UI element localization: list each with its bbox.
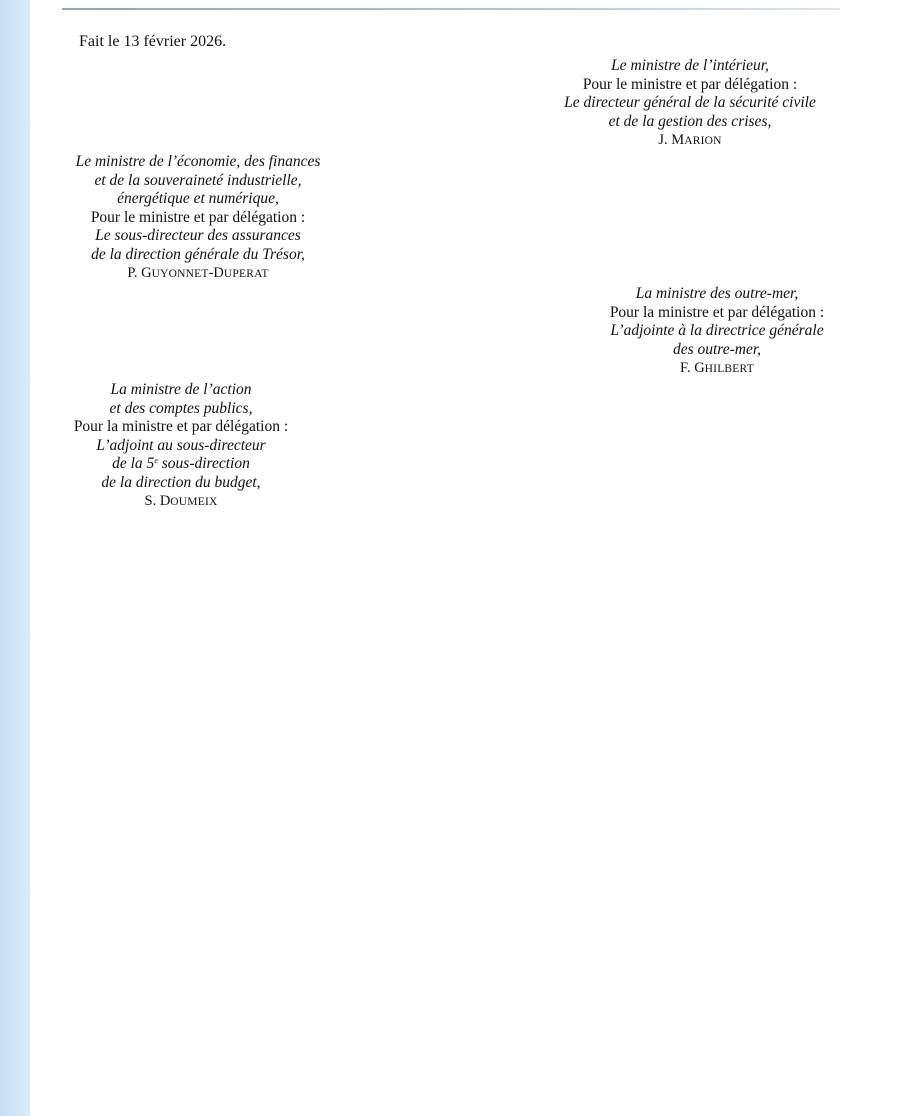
- role-text-part: sous-direction: [157, 455, 250, 472]
- signatory-name: [567, 359, 867, 379]
- signatory-name-smallcaps: UYONNET: [151, 268, 209, 280]
- signatory-role-continued: de la direction du budget,: [101, 473, 261, 491]
- signatory-name-smallcaps: HILBERT: [704, 363, 754, 375]
- signature-title: Le ministre de l’intérieur,: [611, 57, 769, 74]
- signatory-name-initial: F. G: [680, 360, 705, 376]
- signature-block-public-action: [31, 381, 331, 512]
- signature-delegation: Pour le ministre et par délégation :: [90, 208, 306, 226]
- signatory-role-continued: et de la gestion des crises,: [608, 112, 772, 130]
- signature-title-continued: et de la souveraineté industrielle,: [94, 171, 302, 189]
- signatory-name-smallcaps: ARION: [684, 135, 722, 147]
- signatory-name-initial: S. D: [144, 493, 171, 509]
- signatory-name-smallcaps: UPERAT: [223, 268, 269, 280]
- signature-delegation: Pour la ministre et par délégation :: [609, 303, 825, 321]
- signatory-name: [31, 492, 331, 512]
- signature-block-overseas: [567, 285, 867, 379]
- signatory-name-dash: -D: [208, 265, 224, 281]
- signatory-role-continued: de la direction générale du Trésor,: [91, 245, 305, 263]
- signatory-role-continued: des outre-mer,: [672, 340, 762, 358]
- header-rule: [62, 8, 840, 10]
- signature-block-interior: [540, 57, 840, 151]
- signature-delegation: Pour la ministre et par délégation :: [73, 418, 289, 435]
- viewer-side-strip: [0, 0, 30, 1116]
- signature-title-continued: et des comptes publics,: [109, 399, 253, 417]
- role-text-part: de la 5: [112, 455, 155, 472]
- signature-title: La ministre de l’action: [110, 381, 252, 398]
- signatory-name: [48, 264, 348, 284]
- signature-title-continued: énergétique et numérique,: [117, 190, 279, 207]
- signatory-name-smallcaps: OUMEIX: [170, 496, 218, 508]
- signatory-role: Le sous-directeur des assurances: [95, 227, 301, 244]
- ordinal-superscript: e: [154, 456, 158, 465]
- signatory-role: L’adjointe à la directrice générale: [610, 322, 824, 339]
- signatory-name-initial: J. M: [658, 132, 685, 148]
- signatory-role: Le directeur général de la sécurité civile: [564, 94, 816, 111]
- signature-title: La ministre des outre-mer,: [635, 285, 799, 302]
- signature-delegation: Pour le ministre et par délégation :: [582, 75, 798, 93]
- signatory-role: L’adjoint au sous-directeur: [96, 436, 266, 454]
- signature-block-economy: [48, 153, 348, 284]
- signatory-name: [540, 131, 840, 151]
- signatory-name-initial: P. G: [127, 265, 152, 281]
- signatory-role-continued: [31, 455, 331, 474]
- made-on-date: Fait le 13 février 2026.: [79, 33, 227, 50]
- signature-title: Le ministre de l’économie, des finances: [75, 153, 321, 170]
